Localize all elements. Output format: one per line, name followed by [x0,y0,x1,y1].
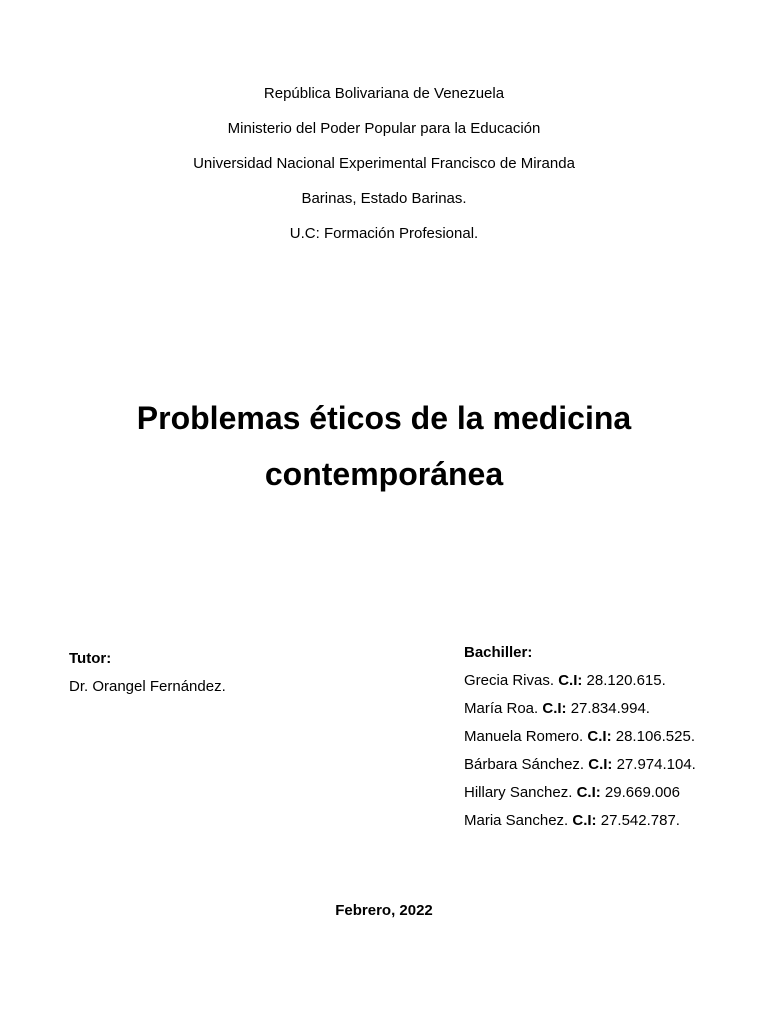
tutor-label: Tutor: [69,650,112,667]
bachiller-label: Bachiller: [464,644,533,661]
student-name: María Roa. [464,700,539,717]
student-ci: 28.120.615. [586,672,666,689]
student-list [464,672,696,840]
ci-label: C.I: [542,700,567,717]
student-name: Manuela Romero. [464,728,584,745]
student-item [464,700,696,728]
document-date: Febrero, 2022 [335,902,433,919]
header-location: Barinas, Estado Barinas. [301,190,467,207]
student-ci: 28.106.525. [615,728,695,745]
student-item [464,728,696,756]
ci-label: C.I: [576,784,601,801]
student-ci: 27.542.787. [600,812,680,829]
ci-label: C.I: [572,812,597,829]
student-name: Grecia Rivas. [464,672,555,689]
student-item [464,756,696,784]
header-university: Universidad Nacional Experimental Francisco de Miranda [193,155,575,172]
ci-label: C.I: [587,728,612,745]
student-name: Maria Sanchez. [464,812,569,829]
student-name: Hillary Sanchez. [464,784,573,801]
student-name: Bárbara Sánchez. [464,756,585,773]
student-item [464,784,696,812]
bachiller-block [464,644,696,829]
document-title-line-1: Problemas éticos de la medicina [136,400,632,436]
student-item [464,672,696,700]
ci-label: C.I: [588,756,613,773]
student-ci: 27.974.104. [616,756,696,773]
tutor-name: Dr. Orangel Fernández. [69,678,226,695]
header-republic: República Bolivariana de Venezuela [263,85,505,102]
student-ci: 27.834.994. [570,700,650,717]
student-ci: 29.669.006 [604,784,680,801]
tutor-block [69,650,226,695]
document-title-line-2: contemporánea [264,456,504,492]
header-ministry: Ministerio del Poder Popular para la Educación [227,120,541,137]
header-course: U.C: Formación Profesional. [289,225,479,242]
student-item [464,812,696,840]
ci-label: C.I: [558,672,583,689]
